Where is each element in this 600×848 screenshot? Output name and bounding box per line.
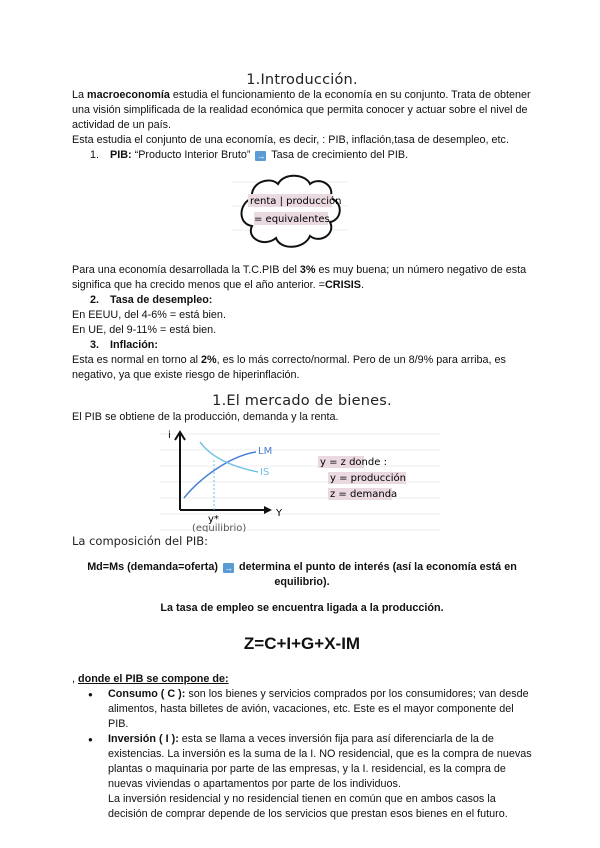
pib-formula: Z=C+I+G+X-IM: [243, 633, 361, 653]
term-macroeconomia: macroeconomía: [87, 89, 170, 101]
intro-block: [72, 88, 532, 163]
equilibrium-sublabel: (equilibrio): [192, 523, 247, 532]
mercado-intro: El PIB se obtiene de la producción, demanda y la renta.: [72, 411, 339, 423]
pib-block: [72, 263, 532, 383]
composition-block: [72, 534, 532, 822]
intro-paragraph: La macroeconomía estudia el funcionamiento de la economía en su conjunto. Trata de obtener una visión simplificada de la realidad económica que permita conocer y actuar sobre el nivel de actividad de un país.: [72, 89, 531, 131]
cloud-line-1: renta | producción: [250, 196, 342, 207]
list-item-inversion: ● Inversión ( I ): esta se llama a veces inversión fija para así diferenciarla de la de existencias. La inversión es la suma de la I. NO residencial, que es la compra de nuevas plantas o maquinaria por parte de las empresas, y la I. residencial, es la compra de nuevas viviendas o apartamentos por parte de los individuos. La inversión residencial y no residencial tienen en común que en ambos casos la decisión de comprar depende de los servicios que prestan esos bienes en el futuro.: [72, 732, 532, 822]
note-y-produccion: y = producción: [330, 473, 406, 484]
list-item-desempleo: 2. Tasa de desempleo:: [90, 294, 213, 306]
is-lm-sketch-image: [160, 428, 440, 532]
y-axis-label: i: [168, 430, 171, 441]
list-item-pib: 1. PIB: “Producto Interior Bruto” → Tasa de crecimiento del PIB.: [90, 149, 409, 161]
pib-paragraph: Para una economía desarrollada la T.C.PIB del 3% es muy buena; un número negativo de esta significa que ha crecido menos que el año anterior. =CRISIS.: [72, 264, 527, 291]
desempleo-eeuu: En EEUU, del 4-6% = está bien.: [72, 309, 226, 321]
x-axis-label: Y: [276, 508, 283, 519]
intro-paragraph-2: Esta estudia el conjunto de una economía, es decir, : PIB, inflación,tasa de desempleo, etc.: [72, 134, 509, 146]
donde-heading: , donde el PIB se compone de:: [72, 672, 229, 685]
list-item-inflacion: 3. Inflación:: [90, 339, 158, 351]
section-title-introduccion: 1.Introducción.: [246, 72, 358, 88]
arrow-right-icon: →: [223, 562, 233, 573]
is-curve-label: IS: [260, 467, 270, 478]
list-item-consumo: ● Consumo ( C ): son los bienes y servicios comprados por los consumidores; van desde alimentos, hasta billetes de avión, vacaciones, etc. Este es el mayor componente del PIB.: [72, 687, 532, 732]
empleo-statement: La tasa de empleo se encuentra ligada a la producción.: [160, 601, 444, 614]
cloud-sketch-image: [232, 168, 348, 258]
arrow-right-icon: →: [256, 151, 266, 161]
inflacion-paragraph: Esta es normal en torno al 2%, es lo más correcto/normal. Pero de un 8/9% para arriba, es negativo, ya que existe riesgo de hiperinflación.: [72, 354, 506, 381]
section-title-mercado-bienes: 1.El mercado de bienes.: [212, 393, 392, 409]
equilibrium-label: y*: [208, 514, 219, 525]
composition-title: La composición del PIB:: [72, 534, 209, 548]
note-z-demanda: z = demanda: [330, 489, 398, 500]
components-list: [72, 687, 532, 822]
desempleo-ue: En UE, del 9-11% = está bien.: [72, 324, 217, 336]
md-ms-statement: Md=Ms (demanda=oferta) → determina el punto de interés (así la economía está en equilibrio).: [87, 560, 517, 588]
note-y-equals-z: y = z donde :: [320, 457, 387, 468]
cloud-line-2: = equivalentes: [254, 214, 330, 225]
lm-curve-label: LM: [258, 446, 273, 457]
